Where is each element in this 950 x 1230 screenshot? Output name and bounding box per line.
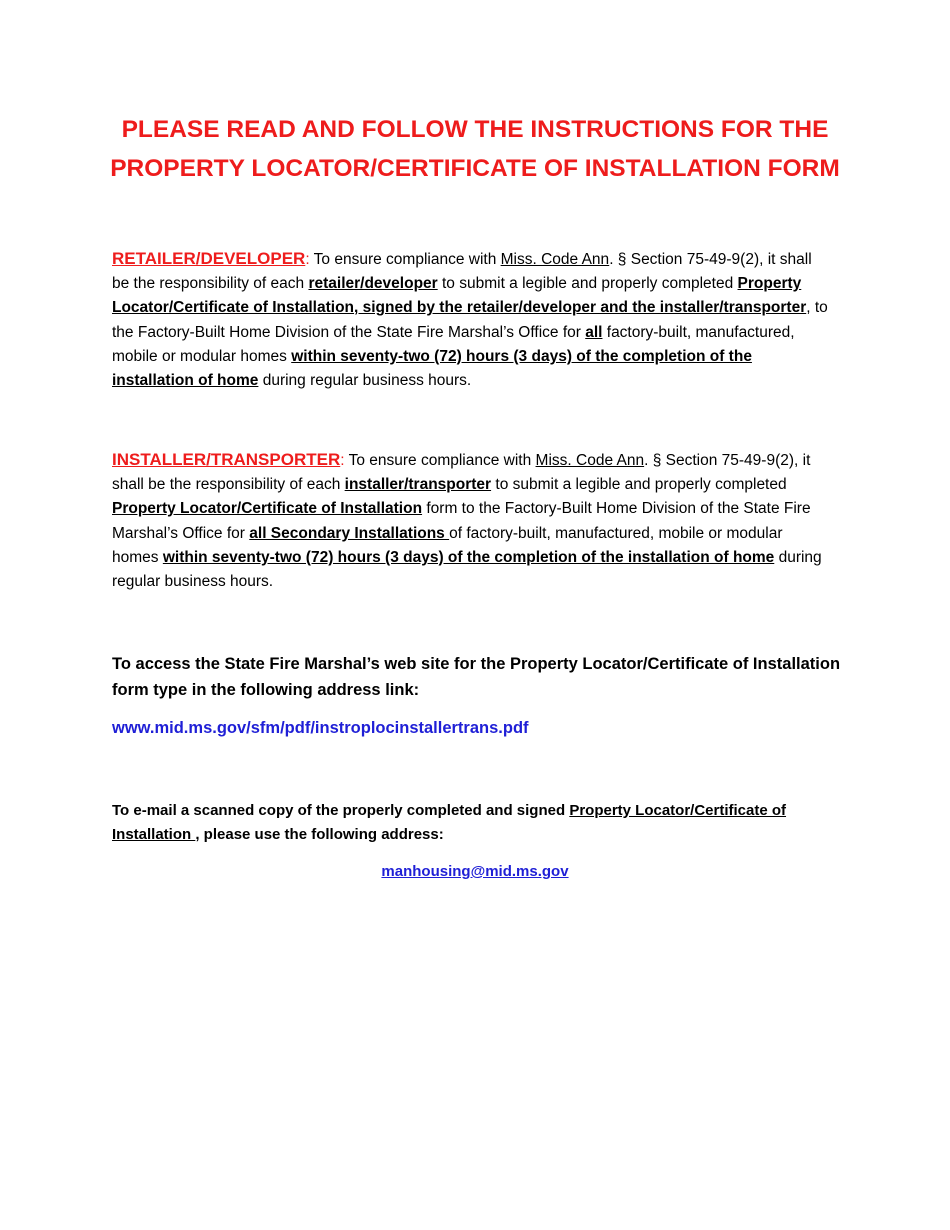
form-url-link[interactable]: www.mid.ms.gov/sfm/pdf/instroplocinstallertrans.pdf [112, 719, 529, 737]
retailer-text-6: during regular business hours. [258, 372, 472, 390]
retailer-paragraph [112, 247, 832, 393]
installer-colon: : [340, 452, 345, 469]
email-address-link[interactable]: manhousing@mid.ms.gov [381, 863, 569, 880]
retailer-text-3: to submit a legible and properly completed [437, 275, 738, 293]
retailer-all: all [585, 323, 603, 341]
installer-heading: INSTALLER/TRANSPORTER [112, 450, 341, 469]
installer-text-3: to submit a legible and properly completed [491, 476, 787, 494]
installer-text-5: of factory-built, manufactured, mobile or modular homes [112, 524, 783, 566]
page-title [60, 110, 890, 188]
retailer-text-2: . § Section 75-49-9(2), it shall be the responsibility of each [112, 251, 812, 293]
retailer-text-1: To ensure compliance with [309, 251, 501, 268]
retailer-deadline: within seventy-two (72) hours (3 days) of the completion of the installation of home [112, 347, 752, 390]
installer-secondary: all Secondary Installations [249, 524, 450, 542]
installer-text-1: To ensure compliance with [344, 452, 536, 469]
retailer-role: retailer/developer [308, 275, 438, 293]
installer-form-name: Property Locator/Certificate of Installation [112, 500, 423, 518]
email-text-1: To e-mail a scanned copy of the properly completed and signed [112, 802, 570, 819]
access-instructions: To access the State Fire Marshal’s web site for the Property Locator/Certificate of Installation form type in the following address link: [112, 655, 841, 699]
retailer-form-name: Property Locator/Certificate of Installation [112, 275, 802, 317]
title-line-2: PROPERTY LOCATOR/CERTIFICATE OF INSTALLATION FORM [110, 155, 840, 182]
email-instructions [112, 799, 832, 847]
title-line-1: PLEASE READ AND FOLLOW THE INSTRUCTIONS FOR THE [121, 116, 829, 143]
retailer-colon: : [305, 251, 310, 268]
retailer-heading: RETAILER/DEVELOPER [112, 249, 306, 268]
retailer-text-5: factory-built, manufactured, mobile or modular homes [112, 323, 795, 365]
retailer-signature-req: , signed by the retailer/developer and the installer/transporter [354, 299, 807, 317]
retailer-text-4: , to the Factory-Built Home Division of the State Fire Marshal’s Office for [112, 299, 828, 341]
retailer-code-ref: Miss. Code Ann [500, 251, 610, 268]
installer-deadline: within seventy-two (72) hours (3 days) of the completion of the installation of home [162, 548, 775, 566]
email-text-2: , please use the following address: [195, 826, 444, 843]
email-address-line [0, 863, 950, 880]
installer-text-6: during regular business hours. [112, 548, 822, 591]
installer-paragraph [112, 448, 832, 594]
installer-code-ref: Miss. Code Ann [535, 452, 645, 469]
installer-text-4: form to the Factory-Built Home Division of the State Fire Marshal’s Office for [112, 500, 811, 542]
email-form-name: Property Locator/Certificate of Installation [112, 802, 787, 843]
installer-role: installer/transporter [344, 476, 492, 494]
installer-text-2: . § Section 75-49-9(2), it shall be the responsibility of each [112, 452, 811, 494]
